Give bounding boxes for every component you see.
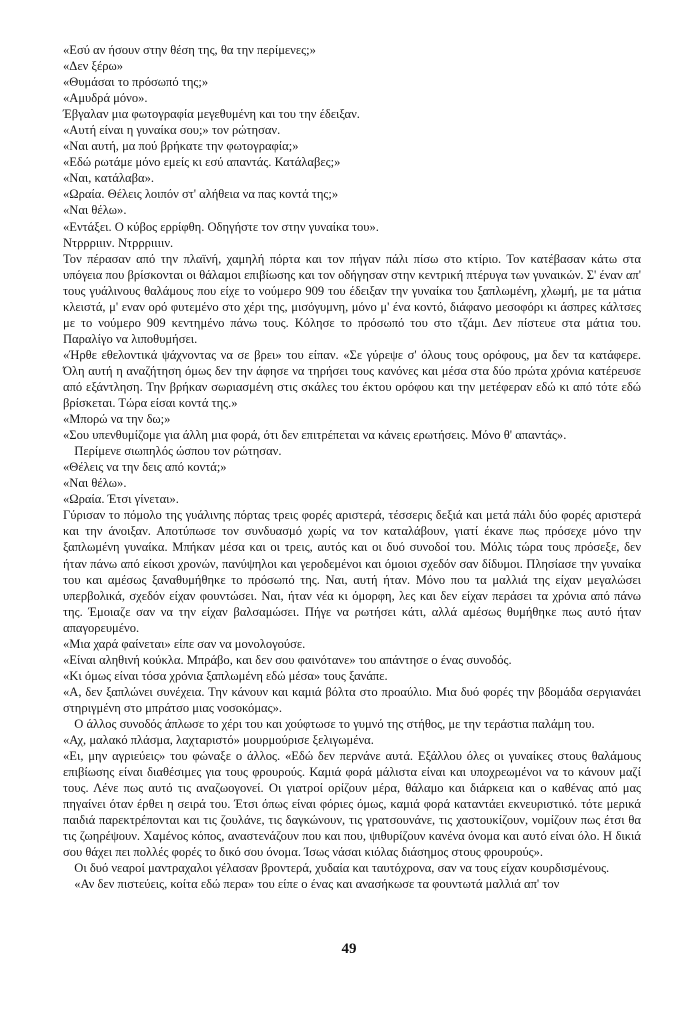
paragraph: «Μια χαρά φαίνεται» είπε σαν να μονολογούσε. (63, 636, 306, 651)
paragraph: Ο άλλος συνοδός άπλωσε το χέρι του και χούφτωσε το γυμνό της στήθος, με την τεράστια παλάμη του. (74, 716, 595, 731)
page-text-block (63, 42, 641, 892)
paragraph: Τον πέρασαν από την πλαϊνή, χαμηλή πόρτα και τον πήγαν πάλι πίσω στο κτίριο. Τον κατέβασαν κάτω στα υπόγεια που βρίσκονται οι θάλαμοι επιβίωσης και τον οδήγησαν στην κεντρική πτέρυγα των γυναικών. Σ' έναν απ' τους γυάλινους θαλάμους που είχε το νούμερο 909 του έδειξαν την γυναίκα του ξαπλωμένη, χλωμή, με τα μάτια κλειστά, μ' εναν ορό φυτεμένο στο χέρι της, μισόγυμνη, μόνο μ' ένα κοντό, διάφανο μεσοφόρι κι άσπρες κάλτσες με το νούμερο 909 κεντημένο πάνω τους. Κόλησε το πρόσωπό του στο τζάμι. Δεν πίστευε στα μάτια του. Παραλίγο να λιποθυμήσει. (63, 251, 641, 346)
paragraph: «Θυμάσαι το πρόσωπό της;» (63, 75, 209, 90)
paragraph: Οι δυό νεαροί μαντραχαλοι γέλασαν βροντερά, χυδαία και ταυτόχρονα, σαν να τους είχαν κουρδισμένους. (74, 861, 610, 876)
paragraph: «Εδώ ρωτάμε μόνο εμείς κι εσύ απαντάς. Κατάλαβες;» (63, 155, 341, 170)
paragraph: «Ωραία. Θέλεις λοιπόν στ' αλήθεια να πας κοντά της;» (63, 187, 339, 202)
paragraph: «Αμυδρά μόνο». (63, 91, 148, 106)
paragraph: «Εσύ αν ήσουν στην θέση της, θα την περίμενες;» (63, 43, 316, 57)
paragraph: «Δεν ξέρω» (63, 59, 124, 74)
paragraph: Γύρισαν το πόμολο της γυάλινης πόρτας τρεις φορές αριστερά, τέσσερις δεξιά και μετά πάλι δύο φορές αριστερά και την άνοιξαν. Αποτύπωσε τον συνδυασμό χωρίς να τον καταλάβουν, γιατί έκανε πως πρόσεχε μόνο την ξαπλωμένη γυναίκα. Μπήκαν μέσα και οι τρεις, αυτός και οι δυό συνοδοί του. Μόλις τώρα τους πρόσεξε, δεν ήταν πάνω από είκοσι χρονών, πανύψηλοι και γεροδεμένοι και όμοιοι σχεδόν σαν δίδυμοι. Πλησίασε την γυναίκα του και αμέσως ξαναθυμήθηκε το πρόσωπό της. Ναι, αυτή ήταν. Μόνο που τα μαλλιά της είχαν μεγαλώσει υπερβολικά, σχεδόν είχαν φουντώσει. Ναι, ήταν νέα κι όμορφη, λες και δεν είχαν περάσει τα χρόνια από πάνω της. Έμοιαζε σαν να την είχαν βαλσαμώσει. Πήγε να ρωτήσει κάτι, αλλά αμέσως θυμήθηκε πως αυτό ήταν απαγορευμένο. (63, 508, 641, 635)
paragraph: «Εντάξει. Ο κύβος ερρίφθη. Οδηγήστε τον στην γυναίκα του». (63, 219, 379, 234)
paragraph: «Ει, μην αγριεύεις» του φώναξε ο άλλος. «Εδώ δεν περνάνε αυτά. Εξάλλου όλες οι γυναίκες στους θαλάμους επιβίωσης είναι διαθέσιμες για τους φρουρούς. Καμιά φορά μάλιστα είναι και υποχρεωμένοι να το κάνουν μαζί τους. Λένε πως αυτό τις αναζωογονεί. Οι γιατροί ορίζουν μέρα, θάλαμο και διάρκεια και ο καθένας από μας πηγαίνει όταν έρθει η σειρά του. Έτσι όπως είναι φόριες όμως, καμιά φορά καταντάει εκνευριστικό. τότε μερικά παιδιά παρεκτρέπονται και τις ζουλάνε, τις δαγκώνουν, τις γρατσουνάνε, τις χαστουκίζουν, νομίζουν πως έτσι θα τις ζωηρέψουν. Χαμένος κόπος, αναστενάζουν που και που, ψιθυρίζουν κανένα όνομα και αυτό είναι όλο. Η δικιά σου θάχει πει πολλές φορές το δικό σου όνομα. Ίσως νάσαι κιόλας διάσημος στους φρουρούς». (63, 749, 641, 860)
paragraph: «Αχ, μαλακό πλάσμα, λαχταριστό» μουρμούρισε ξελιγωμένα. (63, 733, 374, 748)
paragraph: «Ναι θέλω». (63, 476, 127, 491)
paragraph: «Ναι αυτή, μα πού βρήκατε την φωτογραφία;» (63, 139, 299, 154)
paragraph: «Ναι θέλω». (63, 203, 127, 218)
paragraph: «Ωραία. Έτσι γίνεται». (63, 492, 179, 507)
paragraph: Ντρρριιιν. Ντρρριιιιν. (63, 235, 174, 250)
paragraph: «Κι όμως είναι τόσα χρόνια ξαπλωμένη εδώ μέσα» τους ξανάπε. (63, 668, 388, 683)
paragraph: «Αν δεν πιστεύεις, κοίτα εδώ περα» του είπε ο ένας και ανασήκωσε τα φουντωτά μαλλιά απ' τον (74, 877, 560, 892)
paragraph: Έβγαλαν μια φωτογραφία μεγεθυμένη και του την έδειξαν. (63, 107, 360, 122)
paragraph: «Μπορώ να την δω;» (63, 412, 171, 427)
paragraph: «Αυτή είναι η γυναίκα σου;» τον ρώτησαν. (63, 123, 281, 138)
paragraph: «Θέλεις να την δεις από κοντά;» (63, 460, 227, 475)
paragraph: Περίμενε σιωπηλός ώσπου τον ρώτησαν. (74, 444, 282, 459)
paragraph: «Είναι αληθινή κούκλα. Μπράβο, και δεν σου φαινότανε» του απάντησε ο ένας συνοδός. (63, 652, 512, 667)
page-number: 49 (341, 941, 357, 957)
paragraph: «Σου υπενθυμίζομε για άλλη μια φορά, ότι δεν επιτρέπεται να κάνεις ερωτήσεις. Μόνο θ' απαντάς». (63, 428, 567, 443)
paragraph: «Α, δεν ξαπλώνει συνέχεια. Την κάνουν και καμιά βόλτα στο προαύλιο. Μια δυό φορές την βδομάδα σεργιανάει στηριγμένη στο μπράτσο μιας νοσοκόμας». (63, 684, 641, 715)
paragraph: «Ναι, κατάλαβα». (63, 171, 154, 186)
paragraph: «Ήρθε εθελοντικά ψάχνοντας να σε βρει» του είπαν. «Σε γύρεψε σ' όλους τους ορόφους, μα δεν τα κατάφερε. Όλη αυτή η αναζήτηση όμως δεν την άφησε να τηρήσει τους κανόνες και μέσα στα δύο πρώτα χρόνια κατέρευσε από εξάντληση. Την βρήκαν σωριασμένη στις σκάλες του έκτου ορόφου και την μετέφεραν εδώ κι από τότε εδώ βρίσκεται. Τώρα είσαι κοντά της.» (63, 347, 641, 411)
